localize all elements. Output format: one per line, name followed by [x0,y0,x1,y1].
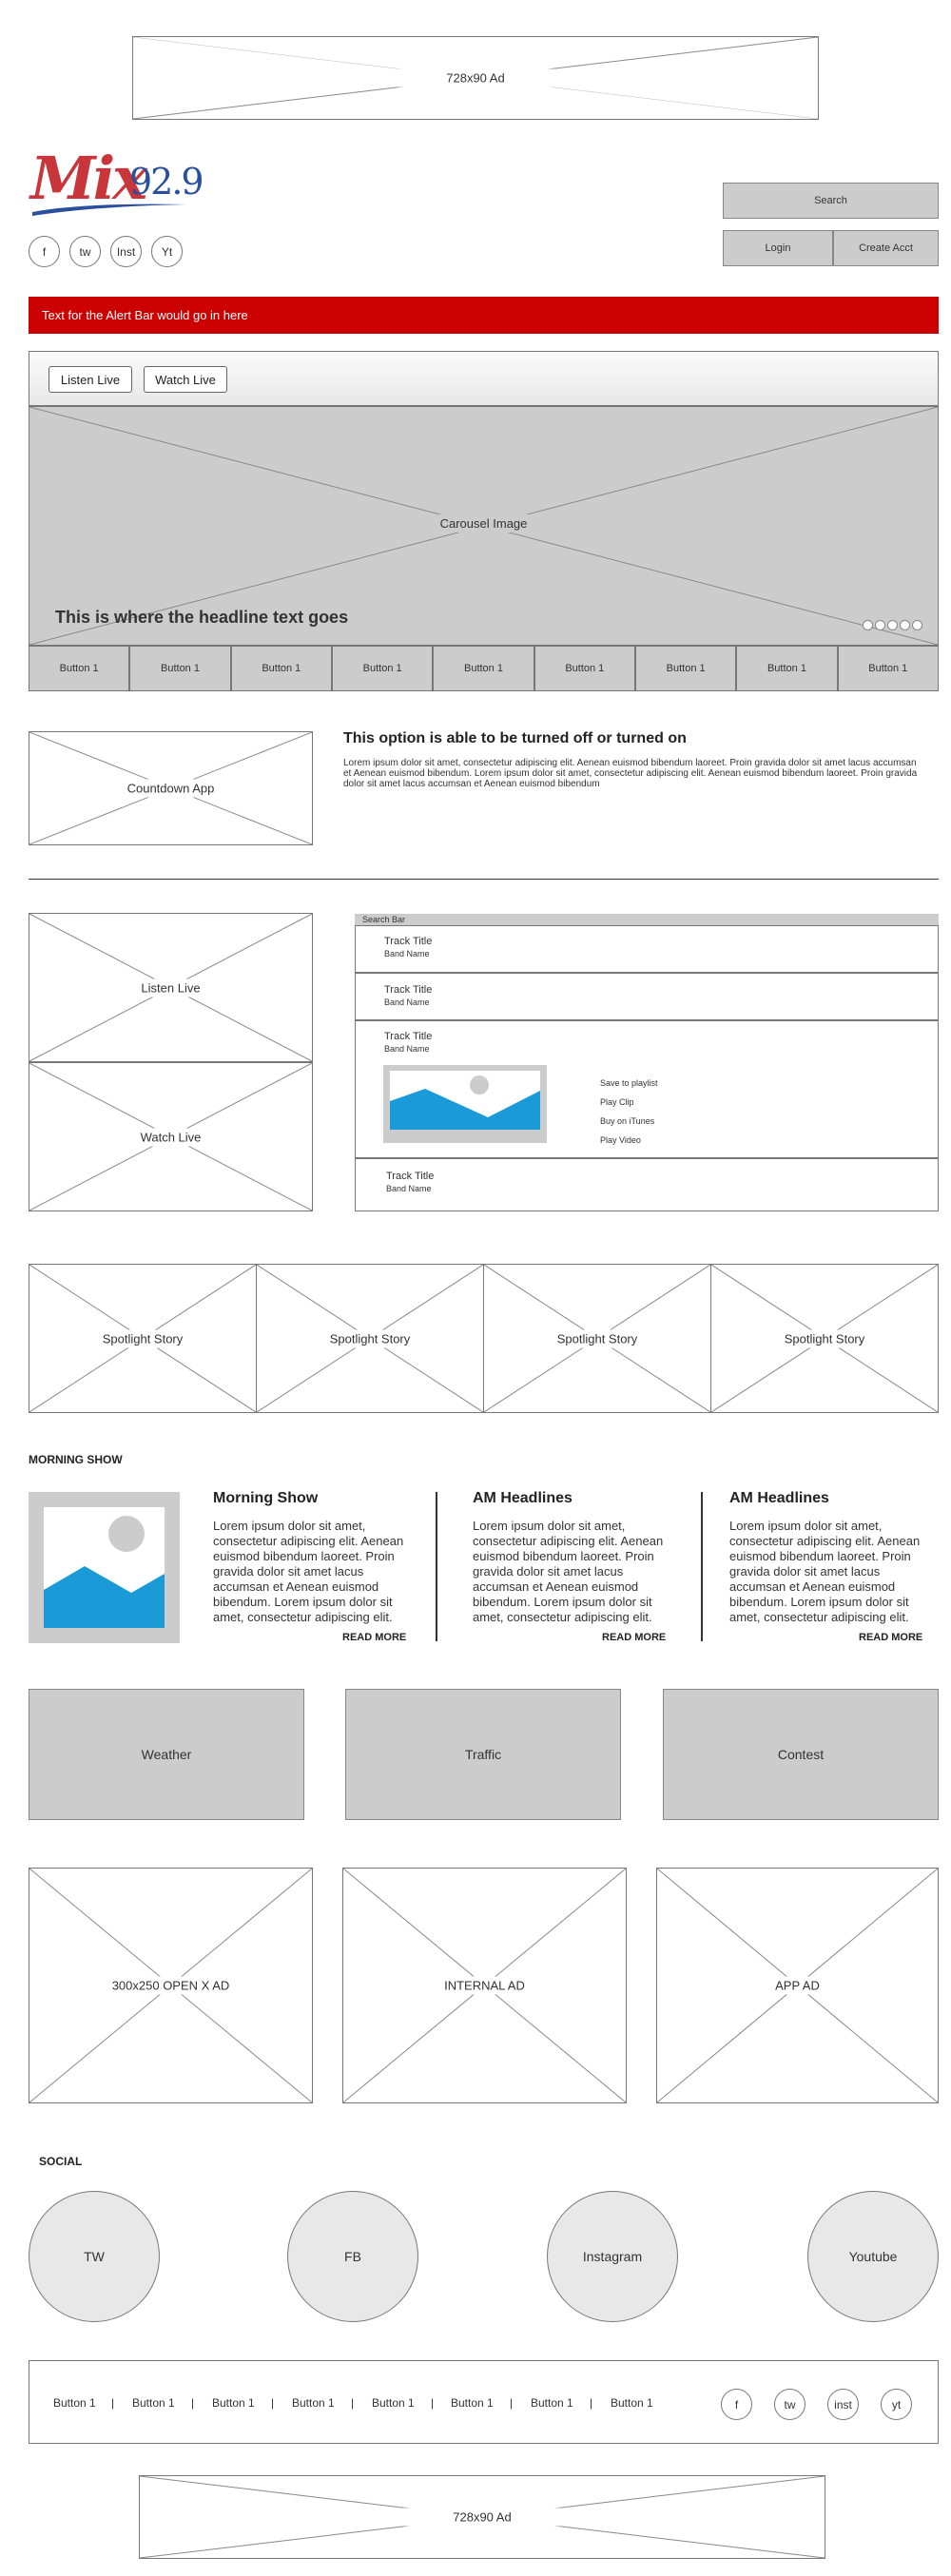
carousel-dot[interactable] [912,620,922,630]
carousel-dot[interactable] [863,620,873,630]
spotlight-label: Spotlight Story [781,1329,869,1347]
footer-separator: | [351,2396,355,2410]
logo-number-text: 92.9 [129,161,203,203]
footer-button[interactable]: Button 1 [212,2396,255,2410]
morning-show-article [213,1490,413,1625]
alert-text: Text for the Alert Bar would go in here [42,308,248,322]
read-more-link[interactable]: READ MORE [342,1632,407,1643]
footer-button[interactable]: Button 1 [531,2396,573,2410]
footer-button[interactable]: Button 1 [451,2396,494,2410]
article-body: Lorem ipsum dolor sit amet, consectetur adipiscing elit. Aenean euismod bibendum laoreet. Proin gravida dolor sit amet lacus accumsan et Aenean euismod bibendum. Lorem ipsum dolor sit amet, consectetur adipiscing elit. [473,1519,664,1624]
countdown-title: This option is able to be turned off or turned on [343,730,687,746]
carousel-button[interactable]: Button 1 [231,646,332,691]
logo-mix-text: Mix [30,144,146,213]
spotlight-label: Spotlight Story [553,1329,642,1347]
column-divider [701,1492,703,1641]
instagram-social-circle[interactable]: Instagram [547,2191,678,2322]
search-button[interactable]: Search [723,183,939,219]
am-headlines-article [473,1490,672,1625]
play-video-link[interactable]: Play Video [600,1135,641,1145]
track-title: Track Title [384,936,433,947]
article-title: Morning Show [213,1490,319,1506]
footer-nav [29,2360,939,2444]
social-heading: SOCIAL [39,2155,83,2168]
header-facebook-icon[interactable]: f [29,236,60,267]
footer-button[interactable]: Button 1 [611,2396,653,2410]
station-logo[interactable] [27,144,203,223]
read-more-link[interactable]: READ MORE [859,1632,923,1643]
carousel-button[interactable]: Button 1 [433,646,534,691]
playlist-search-label: Search Bar [362,915,406,924]
youtube-social-circle[interactable]: Youtube [807,2191,939,2322]
twitter-social-circle[interactable]: TW [29,2191,160,2322]
track-item[interactable] [355,925,939,973]
hero-carousel[interactable] [29,406,939,646]
carousel-dot[interactable] [887,620,898,630]
section-divider [29,879,939,880]
track-item[interactable] [355,1158,939,1211]
footer-separator: | [271,2396,275,2410]
footer-facebook-icon[interactable]: f [721,2389,752,2420]
bottom-banner-ad[interactable] [139,2475,825,2559]
track-title: Track Title [384,984,433,996]
footer-separator: | [431,2396,435,2410]
track-title: Track Title [386,1171,435,1182]
footer-instagram-icon[interactable]: inst [827,2389,859,2420]
am-headlines-article [729,1490,929,1625]
footer-twitter-icon[interactable]: tw [774,2389,805,2420]
ad-label: INTERNAL AD [438,1977,531,1995]
footer-button[interactable]: Button 1 [132,2396,175,2410]
listen-live-player[interactable] [29,913,313,1062]
save-to-playlist-link[interactable]: Save to playlist [600,1078,658,1088]
carousel-image-label: Carousel Image [435,514,534,533]
track-title: Track Title [384,1031,433,1042]
spotlight-story[interactable] [256,1264,484,1413]
morning-show-heading: MORNING SHOW [29,1453,123,1466]
watch-live-button[interactable]: Watch Live [144,366,227,393]
carousel-button[interactable]: Button 1 [534,646,635,691]
create-account-button[interactable]: Create Acct [833,230,939,266]
ad-label: 728x90 Ad [396,2508,568,2527]
live-bar [29,351,939,406]
track-item[interactable] [355,973,939,1020]
footer-separator: | [510,2396,514,2410]
article-title: AM Headlines [729,1490,829,1506]
article-body: Lorem ipsum dolor sit amet, consectetur adipiscing elit. Aenean euismod bibendum laoreet. Proin gravida dolor sit amet lacus accumsan et Aenean euismod bibendum. Lorem ipsum dolor sit amet, consectetur adipiscing elit. [213,1519,404,1624]
track-band: Band Name [384,997,430,1007]
spotlight-label: Spotlight Story [99,1329,187,1347]
track-item-expanded[interactable] [355,1020,939,1158]
countdown-app[interactable] [29,731,313,845]
footer-separator: | [191,2396,195,2410]
playlist-search-bar[interactable] [355,914,939,925]
footer-button[interactable]: Button 1 [292,2396,335,2410]
column-divider [436,1492,437,1641]
listen-live-button[interactable]: Listen Live [49,366,132,393]
spotlight-story[interactable] [710,1264,939,1413]
internal-ad[interactable] [342,1868,627,2103]
ad-label: APP AD [769,1977,825,1995]
listen-live-label: Listen Live [135,978,205,997]
traffic-tile[interactable]: Traffic [345,1689,621,1820]
track-band: Band Name [384,949,430,959]
footer-button[interactable]: Button 1 [372,2396,415,2410]
spotlight-label: Spotlight Story [326,1329,415,1347]
weather-tile[interactable]: Weather [29,1689,304,1820]
spotlight-story[interactable] [483,1264,711,1413]
article-body: Lorem ipsum dolor sit amet, consectetur adipiscing elit. Aenean euismod bibendum laoreet. Proin gravida dolor sit amet lacus accumsan et Aenean euismod bibendum. Lorem ipsum dolor sit amet, consectetur adipiscing elit. [729,1519,921,1624]
watch-live-player[interactable] [29,1062,313,1211]
countdown-label: Countdown App [122,780,221,798]
countdown-body: Lorem ipsum dolor sit amet, consectetur adipiscing elit. Aenean euismod bibendum laoreet. Proin gravida dolor sit amet lacus accumsan et Aenean euismod bibendum. Lorem ipsum dolor sit amet, consectetur adipiscing elit. Aenean euismod bibendum laoreet. Proin gravida dolor sit amet lacus accumsan et Aenean euismod bibendum [343,758,918,789]
track-band: Band Name [384,1044,430,1054]
header-instagram-icon[interactable]: Inst [110,236,142,267]
footer-separator: | [111,2396,115,2410]
watch-live-label: Watch Live [135,1128,207,1146]
carousel-button[interactable]: Button 1 [129,646,230,691]
spotlight-story[interactable] [29,1264,257,1413]
app-ad[interactable] [656,1868,939,2103]
morning-show-image[interactable] [29,1492,180,1643]
buy-on-itunes-link[interactable]: Buy on iTunes [600,1116,655,1126]
carousel-button[interactable]: Button 1 [838,646,939,691]
carousel-button[interactable]: Button 1 [635,646,736,691]
header-youtube-icon[interactable]: Yt [151,236,183,267]
carousel-dot[interactable] [900,620,910,630]
top-banner-ad[interactable] [132,36,819,120]
article-title: AM Headlines [473,1490,573,1506]
carousel-button-row [29,646,939,691]
ad-label: 728x90 Ad [389,69,561,87]
track-artwork-image [383,1065,547,1143]
carousel-headline: This is where the headline text goes [55,608,349,627]
contest-tile[interactable]: Contest [663,1689,939,1820]
carousel-button[interactable]: Button 1 [29,646,129,691]
carousel-dot[interactable] [875,620,885,630]
open-x-ad[interactable] [29,1868,313,2103]
play-clip-link[interactable]: Play Clip [600,1097,634,1107]
track-band: Band Name [386,1184,432,1193]
footer-separator: | [590,2396,593,2410]
alert-bar [29,297,939,334]
carousel-button[interactable]: Button 1 [332,646,433,691]
ad-label: 300x250 OPEN X AD [107,1977,236,1995]
header-twitter-icon[interactable]: tw [69,236,101,267]
facebook-social-circle[interactable]: FB [287,2191,418,2322]
read-more-link[interactable]: READ MORE [602,1632,667,1643]
footer-youtube-icon[interactable]: yt [881,2389,912,2420]
login-button[interactable]: Login [723,230,833,266]
carousel-button[interactable]: Button 1 [736,646,837,691]
footer-button[interactable]: Button 1 [53,2396,96,2410]
